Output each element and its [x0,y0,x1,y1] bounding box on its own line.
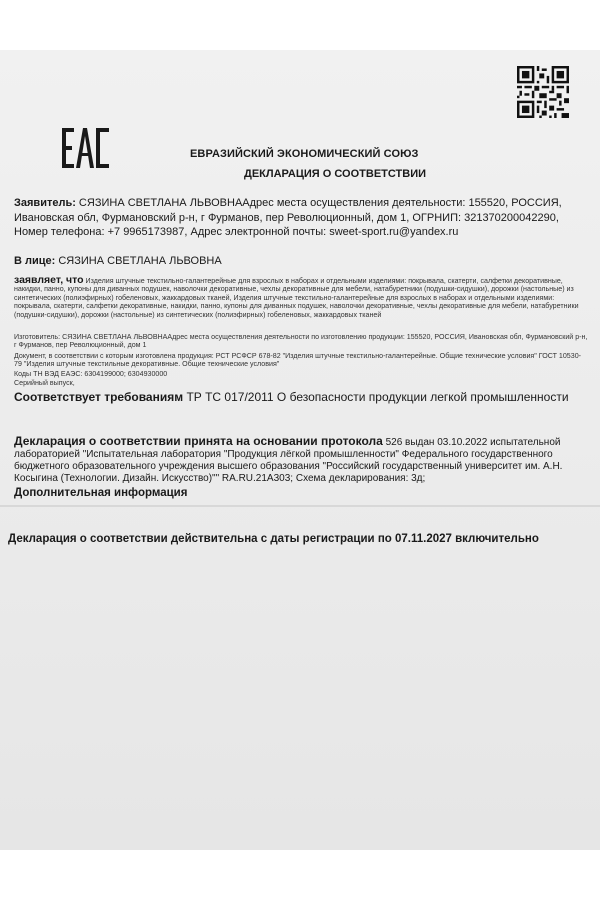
declares-text: Изделия штучные текстильно-галантерейные для взрослых в наборах и отдельными изделиями: покрывала, скатерти, салфетки декоративные, накидки, панно, купоны для диванных подушек, наволочки декоративные, чехлы декоративные для мебели, натабуретники (подушки-сидушки), дорожки (настольные) из синтетических (полиэфирных) гобеленовых, жаккардовых тканей, Изделия штучные текстильно-галантерейные для взрослых в наборах и отдельными изделиями: покрывала, скатерти, салфетки декоративные, накидки, панно, купоны для диванных подушек, наволочки декоративные, чехлы декоративные для мебели, натабуретники (подушки-сидушки), дорожки (настольные) из синтетических (полиэфирных) гобеленовых, жаккардовых тканей [14,277,579,319]
basis-block [14,435,596,485]
basis-text: 526 выдан 03.10.2022 испытательной лабораторией "Испытательная лаборатория "Продукция лёгкой промышленности" Федерального государственного бюджетного образовательного учреждения высшего образования "Российский государственный университет им. А.Н. Косыгина (Технологии. Дизайн. Искусство)"" RA.RU.21A303; Схема декларирования: 3д; [14,437,563,484]
eac-logo [62,128,110,168]
requirements-text: ТР ТС 017/2011 О безопасности продукции легкой промышленности [186,390,569,404]
person-label: В лице: [14,255,56,267]
manufacturer-text: Изготовитель: СЯЗИНА СВЕТЛАНА ЛЬВОВНААдрес места осуществления деятельности по изготовлению продукции: 155520, РОССИЯ, Ивановская обл, Фурмановский р-н, г Фурманов, пер Революционный, дом 1 [14,333,588,350]
qr-code-icon [517,66,569,118]
series-text: Серийный выпуск, [14,379,75,387]
applicant-block [14,196,586,240]
additional-info-heading: Дополнительная информация [14,487,188,499]
person-text: СЯЗИНА СВЕТЛАНА ЛЬВОВНА [55,255,222,267]
requirements-label: Соответствует требованиям [14,390,184,404]
paper-fold [0,505,600,507]
basis-label: Декларация о соответствии принята на основании протокола [14,434,383,448]
person-block [14,255,222,267]
validity-statement: Декларация о соответствии действительна с даты регистрации по 07.11.2027 включительно [8,533,539,545]
requirements-block [14,390,594,405]
union-title: ЕВРАЗИЙСКИЙ ЭКОНОМИЧЕСКИЙ СОЮЗ [190,148,419,160]
declares-label: заявляет, что [14,274,84,286]
codes-text: Коды ТН ВЭД ЕАЭС: 6304199000; 6304930000 [14,370,168,378]
applicant-text: СЯЗИНА СВЕТЛАНА ЛЬВОВНААдрес места осуществления деятельности: 155520, РОССИЯ, Ивановская обл, Фурмановский р-н, г Фурманов, пер Революционный, дом 1, ОГРНИП: 321370200042290, Номер телефона: +7 9965173987, Адрес электронной почты: sweet-sport.ru@yandex.ru [14,197,562,238]
declaration-title: ДЕКЛАРАЦИЯ О СООТВЕТСТВИИ [244,168,427,180]
applicant-label: Заявитель: [14,197,76,209]
declares-block [14,276,588,319]
document-text: Документ, в соответствии с которым изготовлена продукция: РСТ РСФСР 678-82 "Изделия штучные текстильно-галантерейные. Общие технические условия" ГОСТ 10530-79 "Изделия штучные текстильные декоративные. Общие технические условия" [14,352,582,369]
